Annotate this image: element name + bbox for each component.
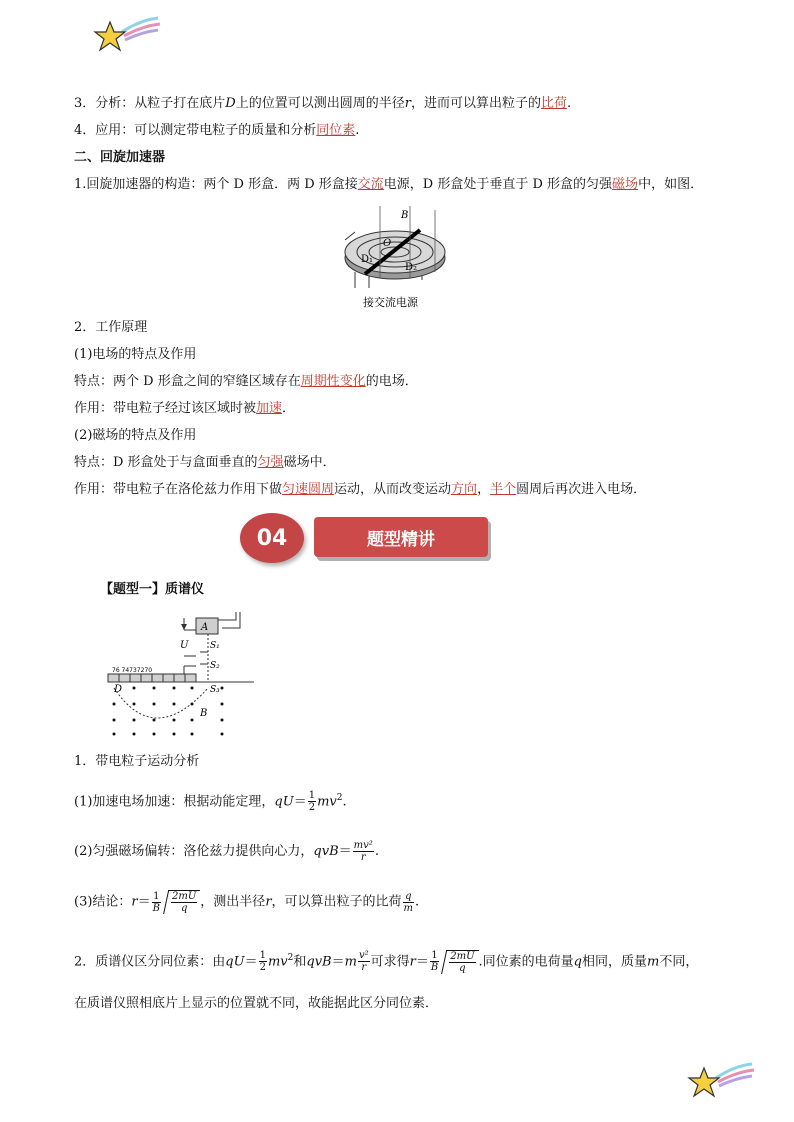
text: r <box>265 894 272 910</box>
text: ＝ <box>338 844 352 859</box>
construct-line <box>74 175 703 195</box>
text: 特点：两个 D 形盒之间的窄缝区域存在 <box>74 374 301 389</box>
label-B: B <box>200 708 208 719</box>
principle-title: 2．工作原理 <box>74 320 148 335</box>
text: m <box>344 954 357 970</box>
fraction: $\frac{q}{m}$ <box>403 890 414 914</box>
text: mv <box>317 794 337 810</box>
bfield-title: (2)磁场的特点及作用 <box>74 428 197 443</box>
text: . <box>342 794 347 810</box>
text: 电源，D 形盒处于垂直于 D 形盒的匀强 <box>383 177 613 192</box>
text: 1.回旋加速器的构造：两个 D 形盒．两 D 形盒接 <box>74 177 358 192</box>
square-root: $\frac{2mU}{q}$ <box>168 890 200 914</box>
text: 可求得 <box>370 954 410 970</box>
answer-blank: 匀强 <box>257 455 284 470</box>
application-line <box>74 121 359 141</box>
text: m <box>647 954 660 970</box>
text: ＝ <box>244 954 258 970</box>
topic-title: 【题型一】质谱仪 <box>100 582 205 597</box>
fraction: $\frac{1}{2}$ <box>308 790 316 814</box>
text: qvB <box>313 844 339 859</box>
fraction: $\frac{1}{2}$ <box>259 950 266 974</box>
fraction: $\frac{1}{B}$ <box>430 950 439 974</box>
text: 3．分析：从粒子打在底片 <box>74 96 226 111</box>
text: 中，如图． <box>638 177 704 192</box>
label-D: D <box>114 684 123 695</box>
answer-blank: 匀速圆周 <box>282 482 335 497</box>
text: ，进而可以算出粒子的 <box>410 96 541 111</box>
text: qvB <box>306 954 332 970</box>
text: ＝ <box>415 954 429 970</box>
text: 不同， <box>659 954 699 970</box>
text: (3)结论： <box>74 894 132 910</box>
label-S1: S₁ <box>210 641 220 651</box>
text: ＝ <box>137 894 151 910</box>
text: 运动，从而改变运动 <box>334 482 452 497</box>
bfield-effect <box>74 480 646 500</box>
section-number-badge: 04 <box>240 513 304 563</box>
text: qU <box>225 954 245 970</box>
conclusion-line <box>74 890 419 914</box>
analysis-line <box>74 94 571 114</box>
label-scale: 76 74737270 <box>112 667 153 674</box>
section-heading: 二、回旋加速器 <box>74 150 166 165</box>
text: 相同，质量 <box>582 954 648 970</box>
answer-blank: 半个 <box>490 482 517 497</box>
star-icon <box>689 1068 719 1096</box>
answer-blank: 加速 <box>256 401 283 416</box>
text: . <box>355 123 360 138</box>
fraction: $\frac{1}{B}$ <box>152 890 161 914</box>
label-D1: D₁ <box>361 254 374 265</box>
efield-title: (1)电场的特点及作用 <box>74 347 197 362</box>
bfield-feature <box>74 453 336 473</box>
acceleration-line <box>74 788 347 813</box>
label-D2: D₂ <box>405 262 418 273</box>
answer-blank: 同位素 <box>316 123 356 138</box>
text: ， <box>477 482 491 497</box>
star-icon <box>95 22 125 50</box>
label-O: O <box>383 238 392 249</box>
isotope-line <box>74 948 698 974</box>
text: 特点：D 形盒处于与盒面垂直的 <box>74 455 258 470</box>
text: 2．质谱仪区分同位素：由 <box>74 954 226 970</box>
text: r <box>131 894 138 910</box>
answer-blank: 比荷 <box>540 96 567 111</box>
answer-blank: 交流 <box>357 177 384 192</box>
text: mv <box>267 954 288 970</box>
text: 的电场． <box>365 374 418 389</box>
text: 上的位置可以测出圆周的半径 <box>235 96 405 111</box>
label-S2: S₂ <box>210 661 220 671</box>
fraction: $\frac{\text{v²}}{r}$ <box>358 950 369 974</box>
text: qU <box>274 794 294 810</box>
square-root: $\frac{2mU}{q}$ <box>446 950 478 974</box>
text: ． <box>282 401 296 416</box>
star-decoration-top <box>92 14 164 58</box>
text: . <box>566 96 572 111</box>
analysis-title: 1．带电粒子运动分析 <box>74 754 200 769</box>
label-B: B <box>401 210 409 221</box>
text: 4．应用：可以测定带电粒子的质量和分析 <box>74 123 317 138</box>
text: ，可以算出粒子的比荷 <box>271 894 402 910</box>
fraction: $\frac{\text{mv²}}{r}$ <box>353 840 373 863</box>
text: 磁场中． <box>283 455 336 470</box>
efield-effect <box>74 399 295 419</box>
efield-feature <box>74 372 418 392</box>
label-S3: S₃ <box>210 685 220 695</box>
text: . <box>478 954 483 970</box>
text: r <box>404 96 411 111</box>
text: (2)匀强磁场偏转：洛伦兹力提供向心力， <box>74 844 314 859</box>
text: 圆周后再次进入电场． <box>516 482 647 497</box>
cyclotron-figure <box>335 202 470 314</box>
text: . <box>415 894 420 910</box>
text: r <box>409 954 416 970</box>
mass-spectrometer-figure <box>104 608 254 738</box>
text: 作用：带电粒子在洛伦兹力作用下做 <box>74 482 283 497</box>
text: 2 <box>336 793 343 803</box>
section-title-banner: 题型精讲 <box>314 517 488 557</box>
text: q <box>573 954 582 970</box>
answer-blank: 周期性变化 <box>300 374 366 389</box>
isotope-line-2: 在质谱仪照相底片上显示的位置就不同，故能据此区分同位素． <box>74 996 439 1011</box>
deflection-line <box>74 840 379 863</box>
text: 2 <box>287 953 294 963</box>
text: ＝ <box>293 794 307 810</box>
star-decoration-bottom <box>686 1060 758 1104</box>
text: ，测出半径 <box>200 894 266 910</box>
text: . <box>374 844 379 859</box>
label-U: U <box>180 640 189 651</box>
answer-blank: 方向 <box>451 482 478 497</box>
text: 作用：带电粒子经过该区域时被 <box>74 401 257 416</box>
text: 同位素的电荷量 <box>482 954 574 970</box>
answer-blank: 磁场 <box>612 177 639 192</box>
label-A: A <box>201 622 209 633</box>
text: (1)加速电场加速：根据动能定理， <box>74 794 275 810</box>
text: 和 <box>293 954 307 970</box>
figure-caption: 接交流电源 <box>363 296 418 309</box>
text: ＝ <box>331 954 345 970</box>
text: D <box>225 96 236 111</box>
